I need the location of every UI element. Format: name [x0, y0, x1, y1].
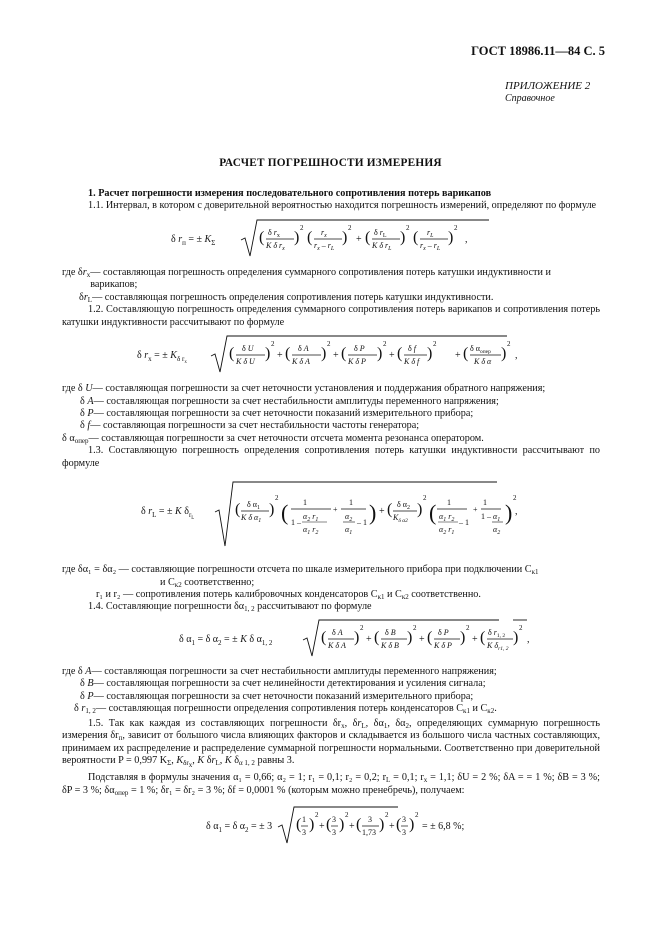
where-text: — составляющая погрешности за счет нелинейности детектирования и усиления сигнала;	[93, 678, 486, 690]
svg-text:2: 2	[348, 223, 352, 232]
svg-text:+: +	[455, 350, 461, 362]
svg-text:(: (	[356, 816, 362, 834]
svg-text:2: 2	[360, 623, 364, 632]
formula-3	[62, 476, 600, 554]
svg-text:): )	[321, 345, 327, 363]
svg-text:2: 2	[454, 223, 458, 232]
svg-text:2: 2	[271, 340, 275, 349]
where-item: $\delta r_L$ — составляющая погрешность определения сопротивления потерь катушки индуктивности.	[79, 291, 494, 304]
svg-text:(: (	[281, 500, 289, 526]
svg-text:(: (	[413, 228, 419, 246]
svg-text:2: 2	[345, 811, 349, 820]
svg-text:K δ A: K δ A	[292, 357, 310, 367]
svg-text:): )	[377, 345, 383, 363]
svg-text:3: 3	[332, 815, 336, 825]
svg-text:(: (	[427, 628, 433, 646]
svg-text:): )	[269, 501, 275, 519]
svg-text:): )	[400, 228, 406, 246]
svg-text:1: 1	[302, 815, 306, 825]
svg-text:+: +	[349, 821, 355, 833]
svg-text:+: +	[356, 233, 362, 245]
svg-text:α1: $\alpha_1$	[493, 512, 501, 524]
svg-text:α2: $\alpha_2$	[493, 525, 501, 537]
svg-text:2: 2	[300, 223, 304, 232]
svg-text:K δr1, 2: K $\delta_{r1, 2}$	[487, 640, 509, 652]
svg-text:rx – rL: $r_x - r_L$	[314, 240, 335, 252]
svg-text:δ rL: δ $r_L$	[374, 227, 387, 239]
formula-4	[122, 616, 600, 664]
appendix-title: ПРИЛОЖЕНИЕ 2	[505, 80, 591, 92]
svg-text:δ rL = ± K δrL: δ $r_L$ = ± K $\delta_{rL}$	[141, 506, 195, 522]
svg-text:): )	[460, 628, 466, 646]
svg-text:δ α1: δ $\alpha_1$	[247, 500, 260, 512]
svg-text:δ rп = ± KΣ: δ $r_п$ = ± $K_\Sigma$	[171, 233, 216, 247]
document-title: РАСЧЕТ ПОГРЕШНОСТИ ИЗМЕРЕНИЯ	[219, 157, 442, 169]
svg-text:1,73: 1,73	[362, 828, 376, 838]
svg-text:): )	[417, 501, 423, 519]
svg-text:2: 2	[466, 623, 470, 632]
svg-text:(: (	[429, 500, 437, 526]
svg-text:+: +	[419, 633, 425, 645]
where-block-1	[62, 267, 600, 304]
svg-text:1: 1	[303, 498, 307, 508]
svg-text:K δ rx: K δ $r_x$	[266, 240, 285, 252]
svg-text:2: 2	[385, 811, 389, 820]
svg-text:K δ rL: K δ $r_L$	[372, 240, 392, 252]
svg-text:+: +	[379, 506, 385, 518]
svg-text:2: 2	[275, 494, 279, 503]
svg-text:K δ B: K δ B	[381, 640, 399, 650]
paragraph-1-1: 1.1. Интервал, в котором с доверительной вероятностью находится погрешность измерений, определяют по формуле	[88, 200, 597, 212]
svg-text:): )	[379, 816, 385, 834]
svg-text:(: (	[229, 345, 235, 363]
svg-text:+: +	[277, 350, 283, 362]
svg-text:K δ α: K δ α	[474, 357, 492, 367]
svg-text:(: (	[307, 228, 313, 246]
svg-text:2: 2	[433, 340, 437, 349]
svg-text:2: 2	[513, 494, 517, 503]
svg-text:(: (	[321, 628, 327, 646]
svg-text:2: 2	[423, 494, 427, 503]
svg-text:rx – rL: $r_x - r_L$	[420, 240, 441, 252]
svg-text:2: 2	[315, 811, 319, 820]
svg-text:(: (	[463, 345, 469, 363]
svg-text:2: 2	[383, 340, 387, 349]
svg-text:1: 1	[447, 498, 451, 508]
svg-text:): )	[427, 345, 433, 363]
appendix-subtitle: Справочное	[505, 92, 555, 104]
svg-text:): )	[354, 628, 360, 646]
svg-text:2: 2	[327, 340, 331, 349]
paragraph-1-3: 1.3. Составляющую погрешность определения сопротивления потерь катушки индуктивности рассчитывают по формуле	[62, 445, 600, 469]
svg-text:+: +	[473, 505, 478, 515]
svg-text:δ r1, 2: δ $r_{1, 2}$	[488, 627, 506, 639]
svg-text:δ P: δ P	[354, 344, 365, 354]
svg-text:K δ A: K δ A	[328, 640, 346, 650]
section-heading: 1. Расчет погрешности измерения последовательного сопротивления потерь варикапов	[88, 188, 492, 199]
svg-text:(: (	[285, 345, 291, 363]
svg-text:α1: $\alpha_1$	[345, 525, 353, 537]
where-item: где $\delta r_x$ — составляющая погрешность определения суммарного сопротивления потерь катушки индуктивности и варикапов;	[62, 267, 600, 292]
svg-text:δ rx: δ $r_x$	[268, 227, 280, 239]
svg-text:2: 2	[507, 340, 511, 349]
svg-text:1: 1	[483, 498, 487, 508]
svg-text:1 –: 1 –	[481, 512, 491, 522]
svg-text:K δ P: K δ P	[434, 640, 452, 650]
svg-text:+: +	[389, 821, 395, 833]
svg-text:1: 1	[349, 498, 353, 508]
svg-text:(: (	[397, 345, 403, 363]
where-text: — составляющая погрешности за счет нестабильности амплитуды переменного напряжения;	[91, 665, 497, 677]
svg-text:+: +	[319, 821, 325, 833]
where-text: — составляющая погрешности за счет неточности показаний измерительного прибора;	[93, 690, 474, 702]
where-text: — составляющая погрешности за счет нестабильности частоты генератора;	[90, 420, 420, 432]
svg-text:): )	[513, 628, 519, 646]
formula-5	[62, 803, 600, 851]
svg-text:): )	[309, 816, 315, 834]
svg-text:(: (	[296, 816, 302, 834]
where-text: — составляющая погрешности за счет неточности показаний измерительного прибора;	[93, 407, 474, 419]
where-text: — составляющая погрешности за счет неточности установления и поддержания обратного напряжения;	[92, 383, 546, 395]
svg-text:K δ U: K δ U	[236, 357, 255, 367]
where-text: — составляющая погрешность определения суммарного сопротивления потерь катушки индуктивности и варикапов;	[90, 266, 551, 291]
svg-text:,: ,	[527, 633, 530, 645]
svg-text:3: 3	[332, 828, 336, 838]
svg-text:K δ P: K δ P	[348, 357, 366, 367]
svg-text:): )	[407, 628, 413, 646]
svg-text:α2 r1: $\alpha_2$ $r_1$	[439, 525, 455, 537]
where-text: — составляющая погрешность определения сопротивления потерь катушки индуктивности.	[92, 291, 494, 303]
svg-text:– 1: – 1	[459, 518, 469, 528]
svg-text:3: 3	[402, 815, 406, 825]
svg-text:3: 3	[302, 828, 306, 838]
svg-text:): )	[501, 345, 507, 363]
svg-text:δ U: δ U	[242, 344, 254, 354]
document-body	[62, 186, 600, 854]
svg-text:δ f: δ f	[408, 344, 417, 354]
svg-text:K δ α1: K δ $\alpha_1$	[241, 513, 262, 525]
svg-text:δ α2: δ $\alpha_2$	[397, 500, 410, 512]
paragraph-1-4: 1.4. Составляющие погрешности $\delta\alpha_{1, 2}$ рассчитывают по формуле	[88, 601, 372, 614]
appendix-label	[505, 80, 590, 104]
svg-text:– 1: – 1	[357, 518, 367, 528]
svg-text:Kδ α2: $K_{\delta \alpha 2}$	[393, 513, 408, 525]
svg-text:δ α1 = δ α2 = ± K δ α1, 2: δ $\alpha_1 = \delta$ $\alpha_2$ = ± K δ $\alpha_{1, 2}$	[179, 633, 273, 647]
svg-text:+: +	[366, 633, 372, 645]
svg-text:α1 r2: $\alpha_1$ $r_2$	[439, 512, 455, 524]
svg-text:δ P: δ P	[438, 627, 449, 637]
svg-text:,: ,	[465, 233, 468, 245]
svg-text:+: +	[472, 633, 478, 645]
svg-text:): )	[409, 816, 415, 834]
svg-text:(: (	[365, 228, 371, 246]
svg-text:(: (	[259, 228, 265, 246]
svg-text:+: +	[333, 350, 339, 362]
svg-text:3: 3	[368, 815, 372, 825]
svg-text:,: ,	[515, 350, 518, 362]
svg-text:,: ,	[515, 506, 518, 518]
svg-text:(: (	[387, 501, 393, 519]
paragraph-1-5: 1.5. Так как каждая из составляющих погрешности $\delta r_x$, $\delta r_L$, $\delta\alpha_1$, $\delta\alpha_2$, определяющих суммарную погрешность измерения $\delta r_п$, зависит от большого числа влияющих факторов и складывается из большого числа частных составляющих, принимаем их распределение и распределение суммарной погрешности нормальными. Соответственно при доверительной вероятности P = 0,997 $K_\Sigma$, $K_{\delta r_x}$, K $\delta r_L$, K $\delta_{\alpha 1, 2}$ равны 3.	[62, 717, 601, 769]
where-text: — составляющая погрешности определения сопротивления потерь конденсаторов $C_{к1}$ и $C_{к2}$.	[95, 703, 497, 716]
where-text: — составляющая погрешности за счет неточности отсчета момента резонанса оператором.	[88, 432, 484, 444]
svg-text:δ A: δ A	[332, 627, 343, 637]
svg-text:(: (	[374, 628, 380, 646]
svg-text:+: +	[333, 505, 338, 515]
svg-text:K δ f: K δ f	[404, 357, 420, 367]
where-block-3: где δα₁ = δα₂ — составляющие погрешности отсчета по шкале измерительного прибора при подключении $C_{к1}$ и $C_{к2}$ соответственно; r₁ и r₂ — сопротивления потерь калибровочных конденсаторов $C_{к1}$ и $C_{к2}$ соответственно.	[62, 564, 539, 601]
svg-text:α2 r1: $\alpha_2$ $r_1$	[303, 512, 319, 524]
svg-text:(: (	[480, 628, 486, 646]
svg-text:): )	[448, 228, 454, 246]
formula-2	[62, 332, 600, 380]
svg-text:): )	[505, 500, 513, 526]
svg-text:α1 r2: $\alpha_1$ $r_2$	[303, 525, 319, 537]
paragraph-1-2: 1.2. Составляющую погрешность определения суммарного сопротивления потерь варикапов и сопротивления потерь катушки индуктивности рассчитывают по формуле	[62, 304, 600, 328]
svg-text:(: (	[235, 501, 241, 519]
svg-text:2: 2	[519, 623, 523, 632]
svg-text:2: 2	[406, 223, 410, 232]
svg-text:δ αопер: δ $\alpha_{опер}$	[470, 344, 491, 356]
svg-text:+: +	[389, 350, 395, 362]
page-header: ГОСТ 18986.11—84 С. 5	[471, 44, 605, 58]
where-block-4: где δ A — составляющая погрешности за счет нестабильности амплитуды переменного напряжения; δ B — составляющая погрешности за счет нелинейности детектирования и усиления сигнала; δ P — составляющая погрешности за счет неточности показаний измерительного прибора; δ $r_{1, 2}$ — составляющая погрешности определения сопротивления потерь конденсаторов $C_{к1}$ и $C_{к2}$.	[62, 665, 497, 716]
svg-text:2: 2	[415, 811, 419, 820]
svg-text:(: (	[341, 345, 347, 363]
svg-text:rx: $r_x$	[321, 227, 327, 239]
svg-text:δ A: δ A	[298, 344, 309, 354]
svg-text:(: (	[396, 816, 402, 834]
svg-text:): )	[294, 228, 300, 246]
where-text: — составляющая погрешности за счет нестабильности амплитуды переменного напряжения;	[93, 395, 499, 407]
svg-text:): )	[339, 816, 345, 834]
svg-text:): )	[265, 345, 271, 363]
svg-text:δ rx = ± Kδ rx: δ $r_x$ = ± $K_{\delta rx}$	[137, 350, 187, 366]
formula-1	[62, 216, 600, 264]
svg-text:(: (	[326, 816, 332, 834]
svg-text:rL: $r_L$	[427, 227, 434, 239]
svg-text:1 –: 1 –	[291, 518, 301, 528]
where-block-2: где δ U — составляющая погрешности за счет неточности установления и поддержания обратного напряжения; δ A — составляющая погрешности за счет нестабильности амплитуды переменного напряжения; δ P — составляющая погрешности за счет неточности показаний измерительного прибора; δ f — составляющая погрешности за счет нестабильности частоты генератора; δ $\alpha_{опер}$ — составляющая погрешности за счет неточности отсчета момента резонанса оператором.	[62, 383, 546, 445]
svg-text:δ B: δ B	[385, 627, 396, 637]
paragraph-substitution: Подставляя в формулы значения α₁ = 0,66; α₂ = 1; r₁ = 0,1; r₂ = 0,2; $r_L = 0,1$; $r_x = 1,1$; δU = 2 %; δA = = 1 %; δB = 3 %; δP = 3 %; $\delta\alpha_{опер} = 1$ %; δr₁ = δr₂ = 3 %; δf = 0,0001 % (которым можно пренебречь), получаем:	[62, 772, 601, 797]
svg-text:): )	[342, 228, 348, 246]
svg-text:3: 3	[402, 828, 406, 838]
final-result: = ± 6,8 %;	[422, 821, 465, 833]
svg-text:): )	[369, 500, 377, 526]
svg-text:δ α1 = δ α2 = ± 3: δ $\alpha_1 = \delta$ $\alpha_2$ = ± 3	[206, 821, 273, 835]
svg-text:α2: $\alpha_2$	[345, 512, 353, 524]
svg-text:2: 2	[413, 623, 417, 632]
